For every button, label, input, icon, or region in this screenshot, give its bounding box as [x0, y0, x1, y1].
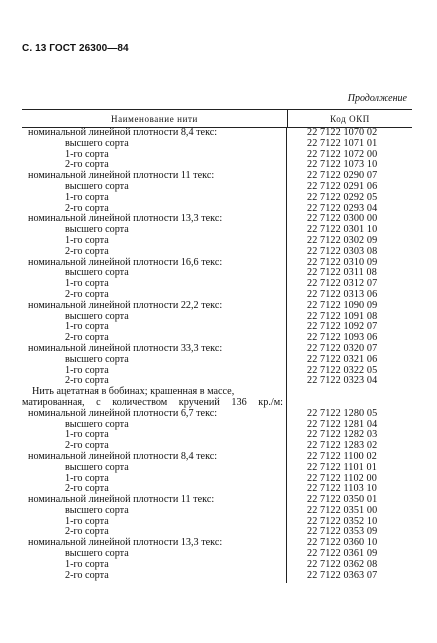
okp-code-cell: 22 7122 0300 00: [307, 213, 378, 225]
table-row-name: [22, 474, 286, 485]
okp-code-cell: 22 7122 0310 09: [307, 256, 378, 268]
table-row-name: [22, 247, 286, 258]
thread-name-cell: 1-го сорта: [65, 148, 109, 160]
table-row-name: [22, 430, 286, 441]
thread-name-cell: номинальной линейной плотности 33,3 текс:: [28, 342, 223, 354]
name-column: [22, 128, 287, 583]
thread-name-cell: высшего сорта: [65, 353, 129, 365]
okp-code-cell: 22 7122 0361 09: [307, 548, 378, 560]
okp-code-cell: 22 7122 0290 07: [307, 170, 378, 182]
table-row-name: [22, 409, 286, 420]
okp-code-cell: 22 7122 0322 05: [307, 364, 378, 376]
table-row-name: [22, 236, 286, 247]
table-row-code: [287, 193, 412, 204]
thread-name-cell: высшего сорта: [65, 418, 129, 430]
table-row-name: [22, 495, 286, 506]
thread-name-cell: 1-го сорта: [65, 234, 109, 246]
thread-name-cell: номинальной линейной плотности 8,4 текс:: [28, 450, 218, 462]
table-row-name: [22, 463, 286, 474]
okp-code-cell: 22 7122 0301 10: [307, 224, 378, 236]
okp-code-cell: 22 7122 0293 04: [307, 202, 378, 214]
thread-name-cell: номинальной линейной плотности 11 текс:: [28, 170, 215, 182]
table-row-name: [22, 538, 286, 549]
okp-code-cell: 22 7122 1070 02: [307, 127, 378, 138]
thread-name-cell: 1-го сорта: [65, 364, 109, 376]
thread-name-cell: 2-го сорта: [65, 569, 109, 581]
okp-code-cell: 22 7122 0303 08: [307, 245, 378, 257]
table-row-code: [287, 355, 412, 366]
table-row-code: [287, 301, 412, 312]
okp-code-cell: 22 7122 0311 08: [307, 267, 377, 279]
okp-code-cell: 22 7122 1091 08: [307, 310, 378, 322]
thread-name-cell: 2-го сорта: [65, 483, 109, 495]
table-row-name: [22, 517, 286, 528]
okp-code-cell: 22 7122 1103 10: [307, 483, 377, 495]
page-header: С. 13 ГОСТ 26300—84: [22, 43, 129, 54]
table-row-name: [22, 214, 286, 225]
table-row-name: [22, 506, 286, 517]
table-row-name: [22, 312, 286, 323]
table-row-code: [287, 409, 412, 420]
thread-name-cell: матированная, с количеством кручений 136 кр./м:: [22, 396, 283, 408]
table-row-code: [287, 376, 412, 387]
okp-code-cell: 22 7122 0302 09: [307, 234, 378, 246]
table-row-name: [22, 344, 286, 355]
okp-code-cell: 22 7122 0351 00: [307, 504, 378, 516]
table-row-code: [287, 571, 412, 582]
okp-code-cell: 22 7122 0350 01: [307, 494, 378, 506]
thread-name-cell: 2-го сорта: [65, 159, 109, 171]
thread-name-cell: 1-го сорта: [65, 515, 109, 527]
okp-code-cell: 22 7122 1093 06: [307, 332, 378, 344]
okp-code-cell: 22 7122 1283 02: [307, 440, 378, 452]
table-row-name: [22, 420, 286, 431]
okp-code-cell: 22 7122 0320 07: [307, 342, 378, 354]
thread-name-cell: высшего сорта: [65, 461, 129, 473]
table-row-name: [22, 322, 286, 333]
okp-code-cell: 22 7122 1090 09: [307, 299, 378, 311]
table-header: [22, 109, 412, 128]
table-row-name: [22, 128, 286, 139]
okp-code-cell: 22 7122 1101 01: [307, 461, 377, 473]
code-column: [287, 128, 412, 583]
okp-code-cell: 22 7122 1071 01: [307, 137, 378, 149]
thread-name-cell: 2-го сорта: [65, 202, 109, 214]
thread-name-cell: высшего сорта: [65, 267, 129, 279]
thread-name-cell: номинальной линейной плотности 6,7 текс:: [28, 407, 218, 419]
table-row-code: [287, 247, 412, 258]
okp-table: [22, 109, 412, 583]
column-header-name: Наименование нити: [22, 110, 288, 127]
thread-name-cell: высшего сорта: [65, 310, 129, 322]
continuation-label: Продолжение: [347, 93, 407, 104]
thread-name-cell: 1-го сорта: [65, 558, 109, 570]
table-row-name: [22, 549, 286, 560]
table-row-name: [22, 193, 286, 204]
thread-name-cell: Нить ацетатная в бобинах; крашенная в массе,: [32, 386, 235, 398]
okp-code-cell: 22 7122 1282 03: [307, 429, 378, 441]
thread-name-cell: номинальной линейной плотности 13,3 текс:: [28, 537, 223, 549]
table-row-name: [22, 279, 286, 290]
okp-code-cell: 22 7122 0292 05: [307, 191, 378, 203]
table-row-name: [22, 258, 286, 269]
table-row-name: [22, 268, 286, 279]
thread-name-cell: 2-го сорта: [65, 245, 109, 257]
okp-code-cell: 22 7122 0323 04: [307, 375, 378, 387]
okp-code-cell: 22 7122 1073 10: [307, 159, 378, 171]
okp-code-cell: 22 7122 1100 02: [307, 450, 377, 462]
thread-name-cell: 1-го сорта: [65, 191, 109, 203]
thread-name-cell: номинальной линейной плотности 13,3 текс:: [28, 213, 223, 225]
table-row-code: [287, 387, 412, 398]
thread-name-cell: высшего сорта: [65, 504, 129, 516]
thread-name-cell: 1-го сорта: [65, 472, 109, 484]
table-row-code: [287, 139, 412, 150]
table-row-name: [22, 571, 286, 582]
table-row-name: [22, 182, 286, 193]
thread-name-cell: номинальной линейной плотности 8,4 текс:: [28, 127, 218, 138]
thread-name-cell: номинальной линейной плотности 16,6 текс:: [28, 256, 223, 268]
thread-name-cell: 2-го сорта: [65, 526, 109, 538]
okp-code-cell: 22 7122 0291 06: [307, 180, 378, 192]
table-row-name: [22, 355, 286, 366]
thread-name-cell: 2-го сорта: [65, 332, 109, 344]
okp-code-cell: 22 7122 1102 00: [307, 472, 377, 484]
thread-name-cell: 2-го сорта: [65, 375, 109, 387]
table-row-name: [22, 452, 286, 463]
okp-code-cell: 22 7122 1092 07: [307, 321, 378, 333]
thread-name-cell: высшего сорта: [65, 137, 129, 149]
thread-name-cell: высшего сорта: [65, 180, 129, 192]
okp-code-cell: 22 7122 0360 10: [307, 537, 378, 549]
thread-name-cell: номинальной линейной плотности 22,2 текс:: [28, 299, 223, 311]
table-row-name: [22, 139, 286, 150]
table-row-name: [22, 150, 286, 161]
table-row-name: [22, 366, 286, 377]
table-row-name: [22, 225, 286, 236]
table-body: [22, 128, 412, 583]
table-row-name: [22, 301, 286, 312]
okp-code-cell: 22 7122 0362 08: [307, 558, 378, 570]
okp-code-cell: 22 7122 1280 05: [307, 407, 378, 419]
column-header-code: Код ОКП: [330, 113, 370, 124]
table-row-code: [287, 463, 412, 474]
thread-name-cell: 1-го сорта: [65, 321, 109, 333]
okp-code-cell: 22 7122 0321 06: [307, 353, 378, 365]
thread-name-cell: 2-го сорта: [65, 440, 109, 452]
thread-name-cell: номинальной линейной плотности 11 текс:: [28, 494, 215, 506]
thread-name-cell: высшего сорта: [65, 224, 129, 236]
okp-code-cell: 22 7122 0352 10: [307, 515, 378, 527]
okp-code-cell: 22 7122 1281 04: [307, 418, 378, 430]
thread-name-cell: 1-го сорта: [65, 278, 109, 290]
okp-code-cell: 22 7122 0313 06: [307, 288, 378, 300]
thread-name-cell: 1-го сорта: [65, 429, 109, 441]
okp-code-cell: 22 7122 0312 07: [307, 278, 378, 290]
table-row-name: [22, 171, 286, 182]
table-row-name: [22, 560, 286, 571]
thread-name-cell: высшего сорта: [65, 548, 129, 560]
thread-name-cell: 2-го сорта: [65, 288, 109, 300]
okp-code-cell: 22 7122 1072 00: [307, 148, 378, 160]
okp-code-cell: 22 7122 0353 09: [307, 526, 378, 538]
okp-code-cell: 22 7122 0363 07: [307, 569, 378, 581]
